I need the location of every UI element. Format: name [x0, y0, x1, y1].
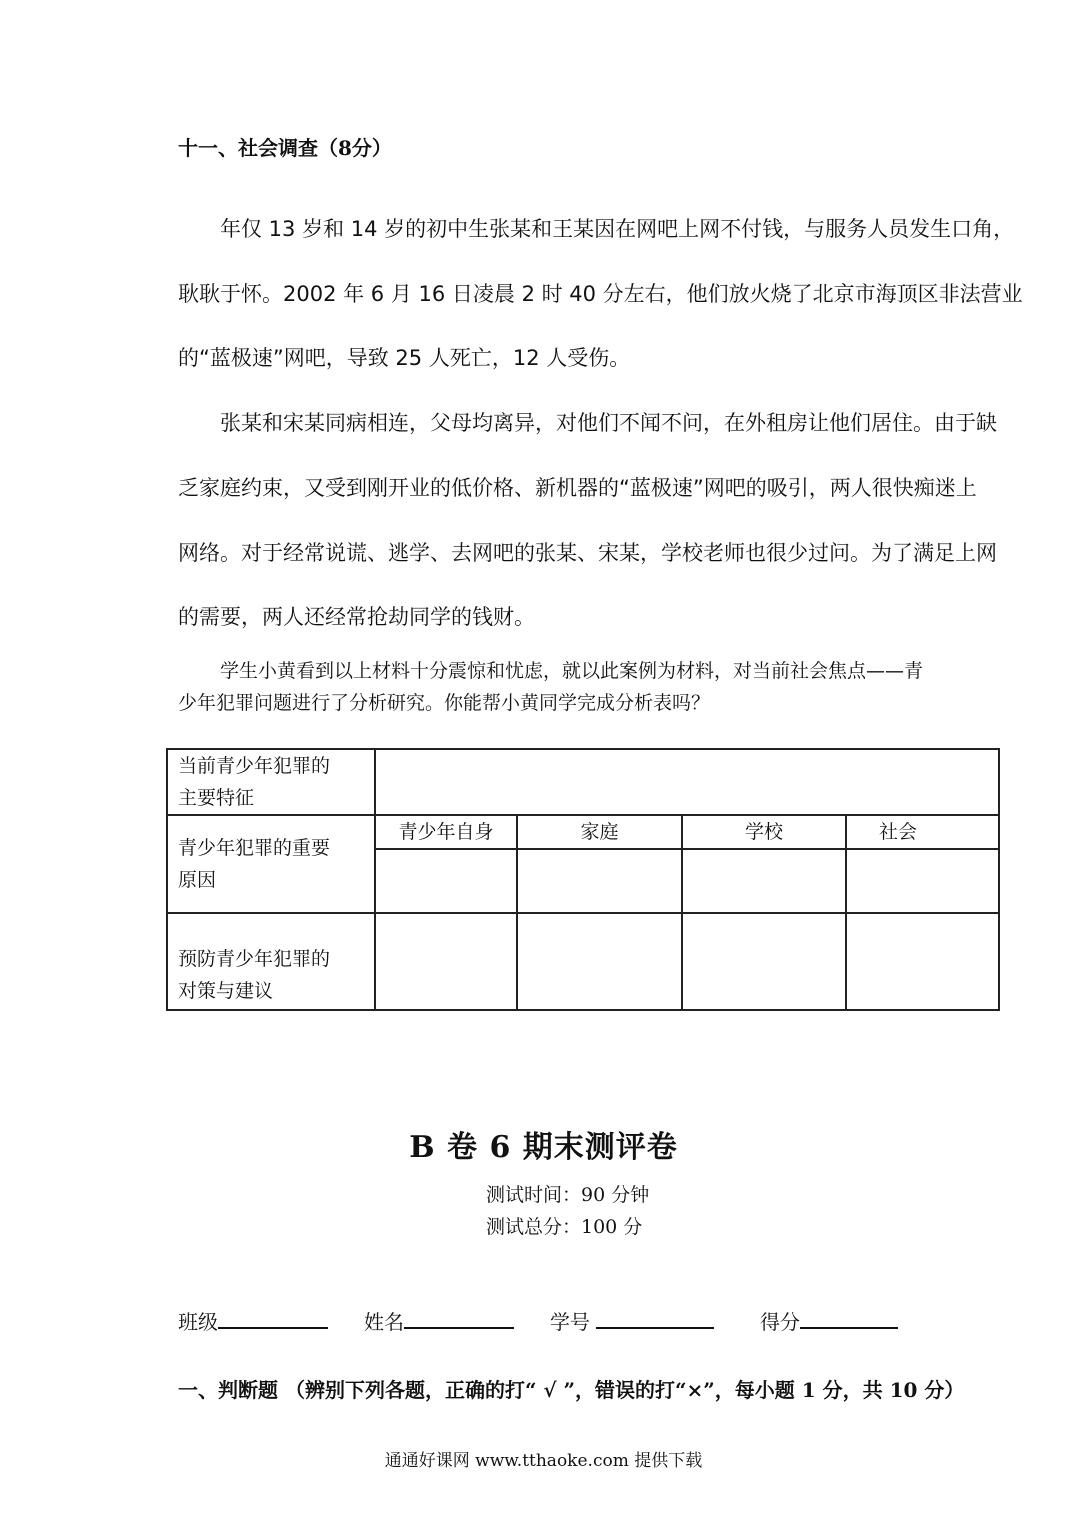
answer-cell[interactable] [846, 849, 999, 913]
column-header: 学校 [682, 815, 846, 849]
paragraph-line: 乏家庭约束，又受到刚开业的低价格、新机器的“蓝极速”网吧的吸引，两人很快痴迷上 [178, 476, 977, 500]
test-total-score: 测试总分：100 分 [486, 1216, 643, 1238]
paper-title: B 卷 6 期末测评卷 [409, 1130, 678, 1165]
paragraph-line: 张某和宋某同病相连，父母均离异，对他们不闻不问，在外租房让他们居住。由于缺 [220, 411, 997, 435]
label-text: 预防青少年犯罪的 [178, 948, 331, 970]
paragraph-line: 耿耿于怀。2002 年 6 月 16 日凌晨 2 时 40 分左右，他们放火烧了北京市海顶区非法营业 [178, 282, 1023, 306]
score-field [760, 1306, 898, 1335]
label-text: 青少年犯罪的重要 [178, 837, 331, 859]
answer-cell[interactable] [375, 913, 517, 1010]
paragraph-line: 的需要，两人还经常抢劫同学的钱财。 [178, 605, 535, 629]
name-label: 姓名 [364, 1310, 404, 1334]
column-header: 家庭 [517, 815, 682, 849]
section-heading: 十一、社会调查（8分） [178, 136, 392, 160]
label-text: 对策与建议 [178, 980, 274, 1002]
student-id-label: 学号 [550, 1310, 590, 1334]
answer-cell[interactable] [682, 913, 846, 1010]
answer-cell[interactable] [375, 849, 517, 913]
test-time: 测试时间：90 分钟 [486, 1184, 650, 1206]
intro-line: 学生小黄看到以上材料十分震惊和忧虑，就以此案例为材料，对当前社会焦点——青 [220, 660, 924, 682]
label-text: 主要特征 [178, 787, 255, 809]
class-label: 班级 [178, 1310, 218, 1334]
class-blank[interactable] [218, 1307, 328, 1329]
student-id-field [550, 1306, 714, 1335]
label-text: 原因 [178, 869, 217, 891]
score-label: 得分 [760, 1310, 800, 1334]
answer-cell[interactable] [375, 749, 999, 815]
row-label-features [167, 749, 375, 815]
paragraph-line: 网络。对于经常说谎、逃学、去网吧的张某、宋某，学校老师也很少过问。为了满足上网 [178, 541, 997, 565]
answer-cell[interactable] [517, 849, 682, 913]
paragraph-line: 年仅 13 岁和 14 岁的初中生张某和王某因在网吧上网不付钱，与服务人员发生口角， [220, 217, 1015, 241]
answer-cell[interactable] [517, 913, 682, 1010]
name-field [364, 1306, 514, 1335]
answer-cell[interactable] [682, 849, 846, 913]
row-label-measures [167, 913, 375, 1010]
column-header: 青少年自身 [375, 815, 517, 849]
section1-heading: 一、判断题 （辨别下列各题，正确的打“ √ ”，错误的打“×”，每小题 1 分，共 10 分） [178, 1378, 965, 1402]
name-blank[interactable] [404, 1307, 514, 1329]
label-text: 当前青少年犯罪的 [178, 755, 331, 777]
analysis-table [166, 748, 1000, 1011]
row-label-causes [167, 815, 375, 913]
intro-line: 少年犯罪问题进行了分析研究。你能帮小黄同学完成分析表吗？ [178, 692, 711, 714]
paragraph-line: 的“蓝极速”网吧，导致 25 人死亡，12 人受伤。 [178, 346, 631, 370]
score-blank[interactable] [800, 1307, 898, 1329]
student-id-blank[interactable] [596, 1307, 714, 1329]
class-field [178, 1306, 328, 1335]
answer-cell[interactable] [846, 913, 999, 1010]
column-header: 社会 [846, 815, 999, 849]
footer-source: 通通好课网 www.tthaoke.com 提供下载 [384, 1451, 703, 1471]
